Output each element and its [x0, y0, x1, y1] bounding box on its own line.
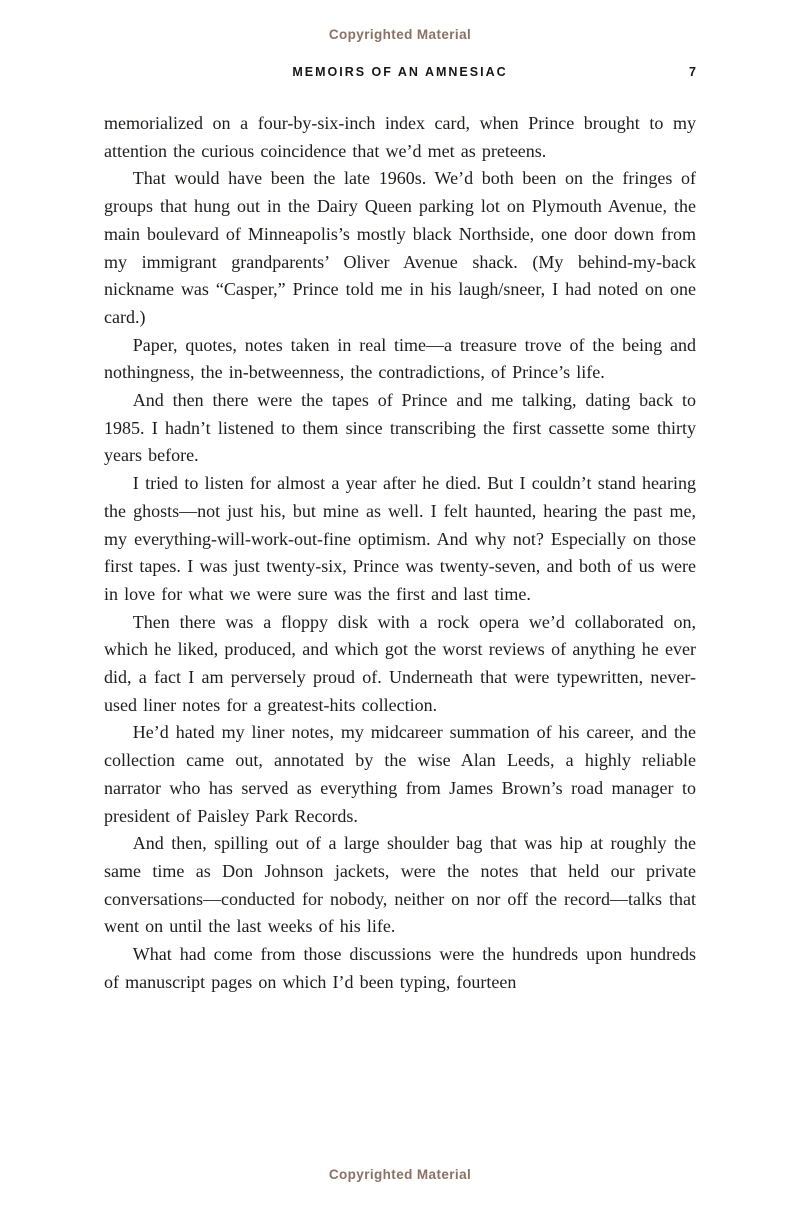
- paragraph: And then there were the tapes of Prince and me talking, dating back to 1985. I hadn’t listened to them since transcribing the first cassette some thirty years before.: [104, 390, 696, 466]
- copyright-notice-bottom: Copyrighted Material: [328, 1167, 472, 1182]
- paragraph: I tried to listen for almost a year after he died. But I couldn’t stand hearing the ghosts—not just his, but mine as well. I felt haunted, hearing the past me, my everything-will-work-out-fine optimism. And why not? Especially on those first tapes. I was just twenty-six, Prince was twenty-seven, and both of us were in love for what we were sure was the first and last time.: [104, 473, 696, 604]
- paragraph: Then there was a floppy disk with a rock opera we’d collaborated on, which he liked, produced, and which got the worst reviews of anything he ever did, a fact I am perversely proud of. Underneath that were typewritten, never-used liner notes for a greatest-hits collection.: [104, 611, 696, 715]
- page-number: 7: [689, 65, 696, 79]
- running-header: [104, 65, 696, 81]
- running-header-title: MEMOIRS OF AN AMNESIAC: [292, 65, 508, 79]
- paragraph: And then, spilling out of a large shoulder bag that was hip at roughly the same time as Don Johnson jackets, were the notes that held our private conversations—conducted for nobody, neither on nor off the record—talks that went on until the last weeks of his life.: [104, 833, 696, 937]
- paragraph: He’d hated my liner notes, my midcareer summation of his career, and the collection came out, annotated by the wise Alan Leeds, a highly reliable narrator who has served as everything from James Brown’s road manager to president of Paisley Park Records.: [104, 722, 696, 826]
- body-text: [104, 110, 696, 997]
- paragraph: That would have been the late 1960s. We’d both been on the fringes of groups that hung out in the Dairy Queen parking lot on Plymouth Avenue, the main boulevard of Minneapolis’s mostly black Northside, one door down from my immigrant grandparents’ Oliver Avenue shack. (My behind-my-back nickname was “Casper,” Prince told me in his laugh/sneer, I had noted on one card.): [104, 168, 696, 327]
- paragraph: What had come from those discussions were the hundreds upon hundreds of manuscript pages on which I’d been typing, fourteen: [104, 944, 696, 992]
- paragraph: memorialized on a four-by-six-inch index card, when Prince brought to my attention the curious coincidence that we’d met as preteens.: [104, 113, 696, 161]
- copyright-notice-top: Copyrighted Material: [328, 27, 472, 42]
- paragraph: Paper, quotes, notes taken in real time—a treasure trove of the being and nothingness, the in-betweenness, the contradictions, of Prince’s life.: [104, 334, 696, 383]
